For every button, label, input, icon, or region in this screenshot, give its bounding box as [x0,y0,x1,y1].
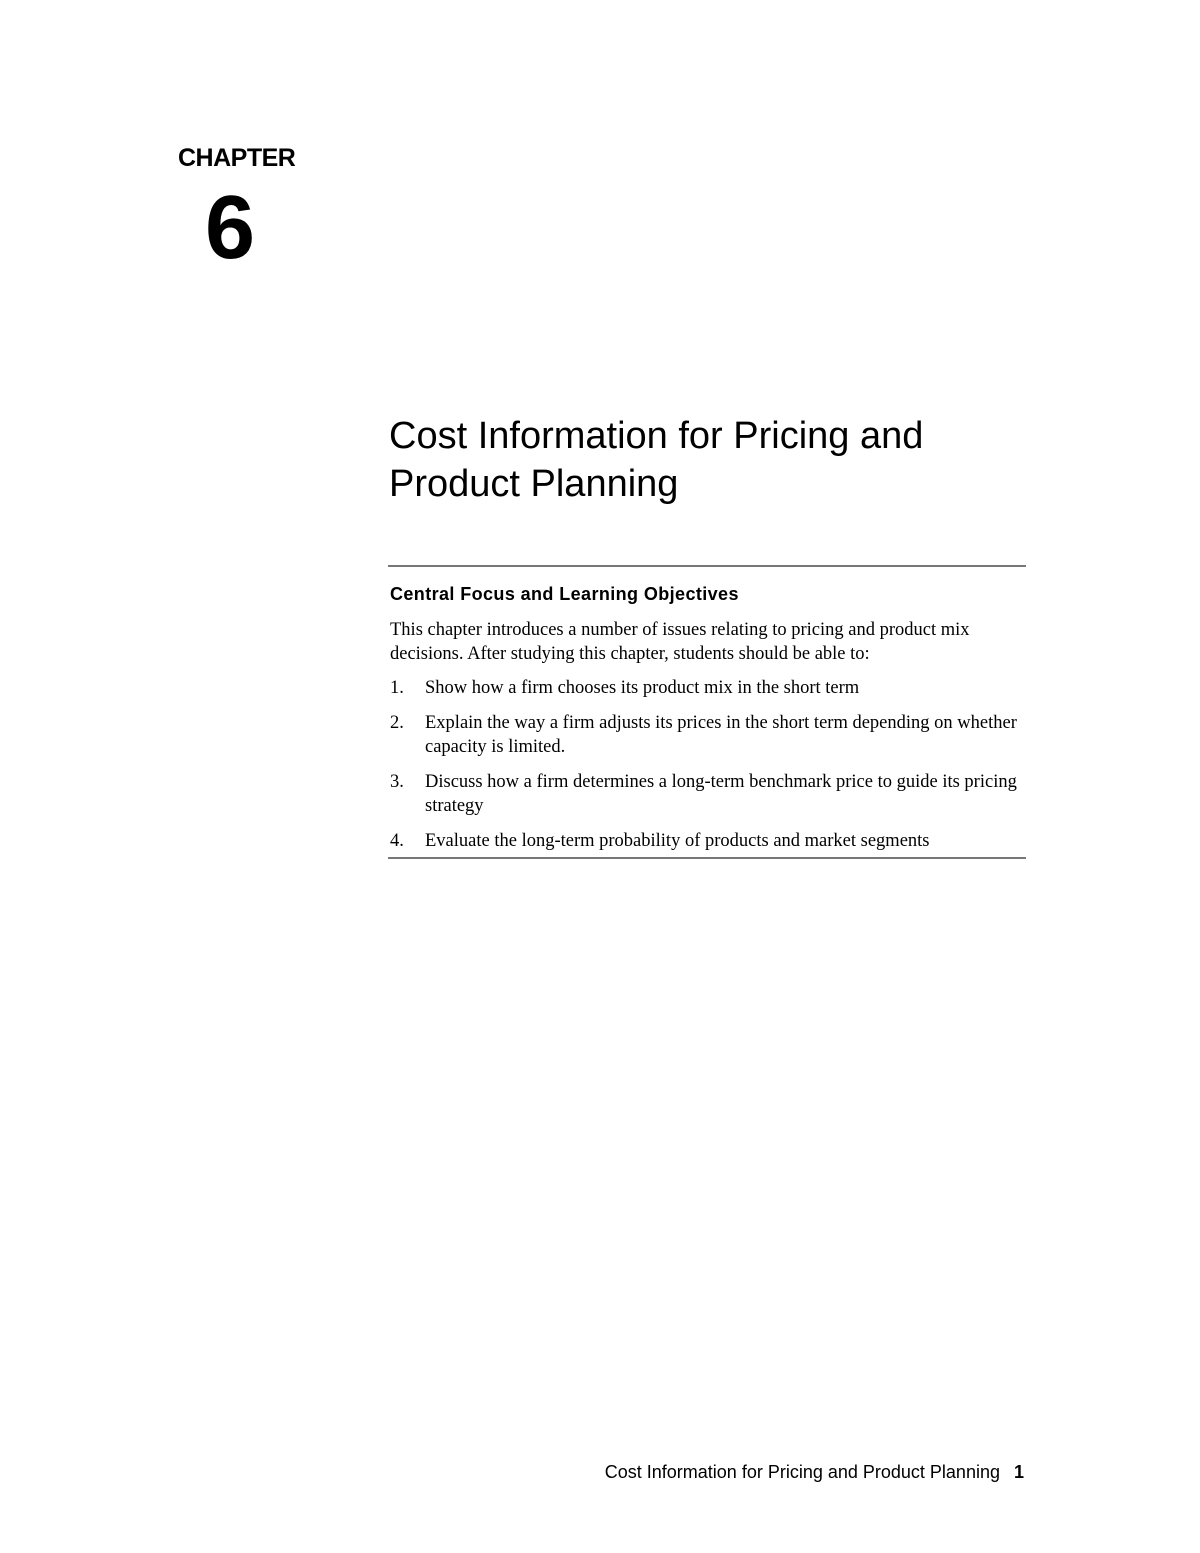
objective-item [388,829,1026,853]
objective-number: 3. [390,772,404,792]
objective-text: Evaluate the long-term probability of products and market segments [425,831,930,851]
objective-item [388,676,1026,700]
objectives-list [388,676,1026,853]
objective-number: 2. [390,713,404,733]
chapter-number: 6 [205,178,256,278]
objective-number: 1. [390,678,404,698]
chapter-label: CHAPTER [178,144,296,172]
objective-item [388,711,1026,759]
objective-text: Show how a firm chooses its product mix in the short term [425,678,860,698]
footer-running-title: Cost Information for Pricing and Product Planning [604,1462,1000,1482]
page-number: 1 [1013,1462,1024,1482]
chapter-title: Cost Information for Pricing and Product Planning [389,415,924,505]
learning-objectives-box [388,565,1026,859]
objective-number: 4. [390,831,404,851]
objective-text: Explain the way a firm adjusts its prices in the short term depending on whether capacity is limited. [425,713,1017,757]
objectives-heading: Central Focus and Learning Objectives [390,584,739,604]
objective-text: Discuss how a firm determines a long-term benchmark price to guide its pricing strategy [425,772,1017,816]
objective-item [388,770,1026,818]
page-footer [605,1460,1024,1484]
objectives-intro: This chapter introduces a number of issues relating to pricing and product mix decisions. After studying this chapter, students should be able to: [390,620,970,664]
